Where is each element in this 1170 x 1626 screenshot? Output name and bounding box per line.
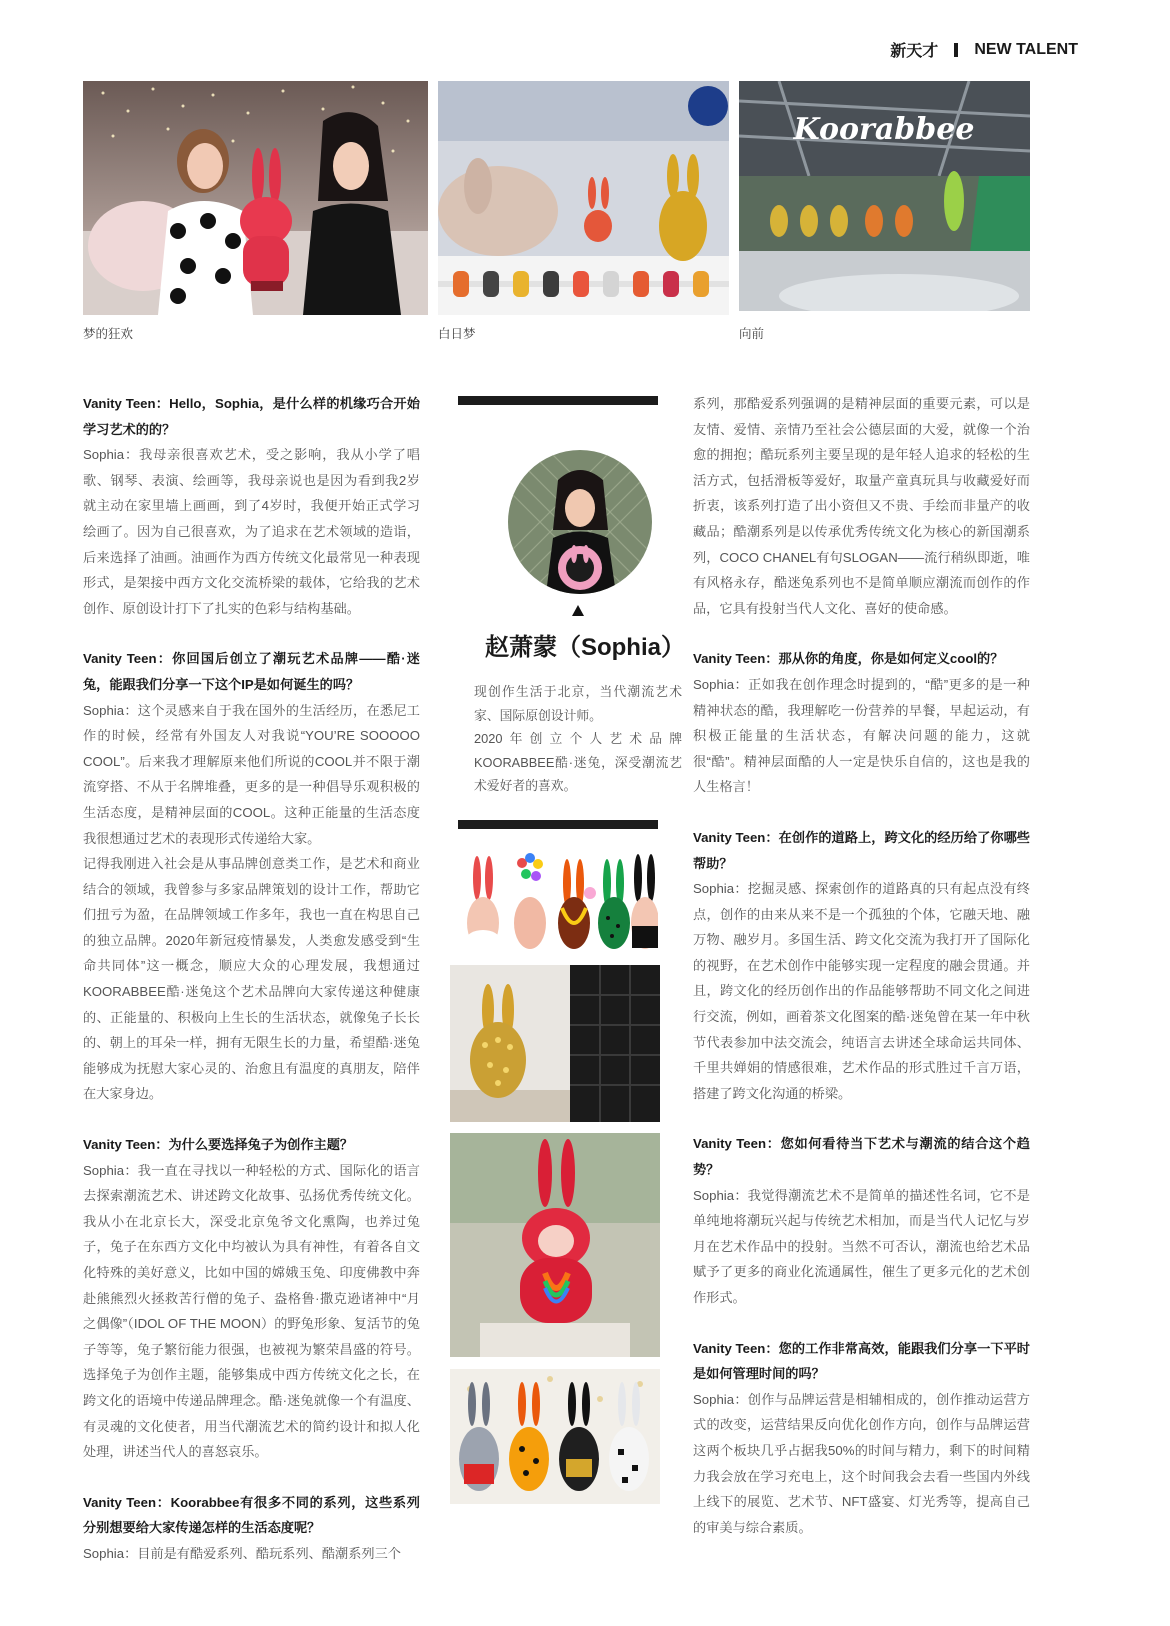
question-6: Vanity Teen：在创作的道路上，跨文化的经历给了你哪些帮助？ — [693, 829, 1030, 871]
answer-2: Sophia：这个灵感来自于我在国外的生活经历，在悉尼工作的时候，经常有外国友人对我说“YOU’RE SOOOOO COOL”。后来我才理解原来他们所说的COOL并不限于潮流穿搭、不从于名牌堆叠，更多的是一种倡导乐观积极的生活态度，是精神层面的COOL。这种正能量的生活态度我很想通过艺术的表现形式传递给大家。 — [83, 702, 420, 846]
photo-daydream — [438, 81, 729, 315]
question-4: Vanity Teen：Koorabbee有很多不同的系列，这些系列分别想要给大家传递怎样的生活态度呢？ — [83, 1494, 420, 1536]
pointer-triangle-icon — [572, 605, 584, 616]
question-5: Vanity Teen：那从你的角度，你是如何定义cool的？ — [693, 651, 1004, 667]
question-7: Vanity Teen：您如何看待当下艺术与潮流的结合这个趋势？ — [693, 1136, 1030, 1178]
photo-rabbit-quartet — [450, 1369, 660, 1504]
answer-1: Sophia：我母亲很喜欢艺术，受之影响，我从小学了唱歌、钢琴、表演、绘画等，我母亲说也是因为看到我2岁就主动在家里墙上画画，到了4岁时，我便开始正式学习绘画了。因为自己很喜欢，为了追求在艺术领域的造诣，后来选择了油画。油画作为西方传统文化最常见一种表现形式，是架接中西方文化交流桥梁的载体，它给我的艺术创作、原创设计打下了扎实的色彩与结构基础。 — [83, 447, 420, 616]
answer-2-continued: 记得我刚进入社会是从事品牌创意类工作，是艺术和商业结合的领域，我曾参与多家品牌策划的设计工作，帮助它们扭亏为盈，在品牌领域工作多年，我也一直在构思自己的独立品牌。2020年新冠疫情暴发，人类愈发感受到“生命共同体”这一概念，顺应大众的心理发展，我想通过KOORABBEE酷·迷兔这个艺术品牌向大家传递这种健康的、正能量的、积极向上生长的生活状态，就像兔子长长的、朝上的耳朵一样，拥有无限生长的力量，希望酷·迷兔能够成为抚慰大家心灵的、治愈且有温度的真朋友，陪伴在大家身边。 — [83, 856, 420, 1102]
store-sign-text: Koorabbee — [793, 112, 975, 147]
section-title-cn: 新天才 — [890, 43, 939, 60]
answer-4-continued: 系列，那酷爱系列强调的是精神层面的重要元素，可以是友情、爱情、亲情乃至社会公德层面的大爱，就像一个治愈的拥抱；酷玩系列主要呈现的是年轻人追求的轻松的生活方式，包括滑板等爱好，取量产童真玩具与收藏爱好而折衷，该系列打造了出小资但又不贵、手绘而非量产的收藏品；酷潮系列是以传承优秀传统文化为核心的新国潮系列，COCO CHANEL有句SLOGAN——流行稍纵即逝，唯有风格永存，酷迷兔系列也不是简单顺应潮流而创作的作品，它具有投射当代人文化、喜好的使命感。 — [693, 396, 1030, 616]
answer-5: Sophia：正如我在创作理念时提到的，“酷”更多的是一种精神状态的酷，我理解吃一份营养的早餐，早起运动，有积极正能量的生活状态，有解决问题的能力，这就很“酷”。精神层面酷的人一定是快乐自信的，这也是我的人生格言！ — [693, 676, 1030, 795]
caption-photo-3: 向前 — [739, 327, 765, 341]
answer-7: Sophia：我觉得潮流艺术不是简单的描述性名词，它不是单纯地将潮玩兴起与传统艺术相加，而是当代人记忆与岁月在艺术作品中的投射。当然不可否认，潮流也给艺术品赋予了更多的商业化流通属性，催生了更多元化的艺术创作形式。 — [693, 1187, 1030, 1305]
photo-gold-rabbit — [450, 965, 660, 1122]
answer-4: Sophia：目前是有酷爱系列、酷玩系列、酷潮系列三个 — [83, 1545, 401, 1561]
profile-name: 赵萧蒙（Sophia） — [484, 634, 685, 661]
caption-photo-1: 梦的狂欢 — [83, 327, 134, 341]
answer-6: Sophia：挖掘灵感、探索创作的道路真的只有起点没有终点，创作的由来从来不是一个孤独的个体，它融天地、融万物、融岁月。多国生活、跨文化交流为我打开了国际化的视野，在艺术创作中能够实现一定程度的融会贯通。并且，跨文化的经历创作出的作品能够帮助不同文化之间进行交流，例如，画着茶文化图案的酷·迷兔曾在某一年中秋节代表参加中法交流会，纯语言去讲述全球命运共同体、千里共婵娟的情感很难，艺术作品的形式胜过千言万语，搭建了跨文化沟通的桥梁。 — [693, 881, 1030, 1101]
header-divider — [954, 43, 958, 57]
answer-3: Sophia：我一直在寻找以一种轻松的方式、国际化的语言去探索潮流艺术、讲述跨文化故事、弘扬优秀传统文化。我从小在北京长大，深受北京兔爷文化熏陶，也养过兔子，兔子在东西方文化中均被认为具有神性，有着各自文化特殊的美好意义，比如中国的嫦娥玉兔、印度佛教中奔赴熊熊烈火拯救苦行僧的兔子、盎格鲁·撒克逊诸神中“月之偶像”（IDOL OF THE MOON）的野兔形象、复活节的兔子等等，兔子繁衍能力很强，也被视为繁荣昌盛的符号。选择兔子为创作主题，能够集成中西方传统文化之长，在跨文化的语境中传递品牌理念。酷·迷兔就像一个有温度、有灵魂的文化使者，用当代潮流艺术的简约设计和拟人化处理，讲述当代人的喜怒哀乐。 — [83, 1162, 420, 1460]
photo-red-rabbit — [450, 1133, 660, 1357]
question-8: Vanity Teen：您的工作非常高效，能跟我们分享一下平时是如何管理时间的吗？ — [693, 1340, 1030, 1382]
profile-avatar — [508, 450, 652, 594]
article-column-right — [693, 391, 1030, 1540]
photo-forward — [739, 81, 1030, 311]
section-header — [890, 38, 1078, 61]
photo-dream-carnival — [83, 81, 428, 315]
section-title-en: NEW TALENT — [974, 40, 1078, 58]
question-2: Vanity Teen：你回国后创立了潮玩艺术品牌——酷·迷兔，能跟我们分享一下这个IP是如何诞生的吗？ — [83, 651, 420, 692]
answer-8: Sophia：创作与品牌运营是相辅相成的，创作推动运营方式的改变，运营结果反向优化创作方向，创作与品牌运营这两个板块几乎占据我50%的时间与精力，剩下的时间精力我会放在学习充电上，这个时间我会去看一些国内外线上线下的展览、艺术节、NFT盛宴、灯光秀等，提高自己的审美与综合素质。 — [693, 1391, 1030, 1535]
profile-bio-line-1: 现创作生活于北京，当代潮流艺术家、国际原创设计师。 — [474, 684, 682, 723]
article-column-left — [83, 391, 420, 1567]
profile-bottom-bar — [458, 820, 658, 829]
profile-top-bar — [458, 396, 658, 405]
photo-rabbit-lineup — [462, 848, 658, 958]
question-1: Vanity Teen：Hello，Sophia，是什么样的机缘巧合开始学习艺术的的？ — [83, 396, 420, 437]
question-3: Vanity Teen：为什么要选择兔子为创作主题？ — [83, 1137, 354, 1153]
caption-photo-2: 白日梦 — [438, 327, 476, 341]
profile-bio-line-2: 2020年创立个人艺术品牌KOORABBEE酷·迷兔，深受潮流艺术爱好者的喜欢。 — [474, 731, 682, 793]
profile-bio — [474, 680, 682, 798]
